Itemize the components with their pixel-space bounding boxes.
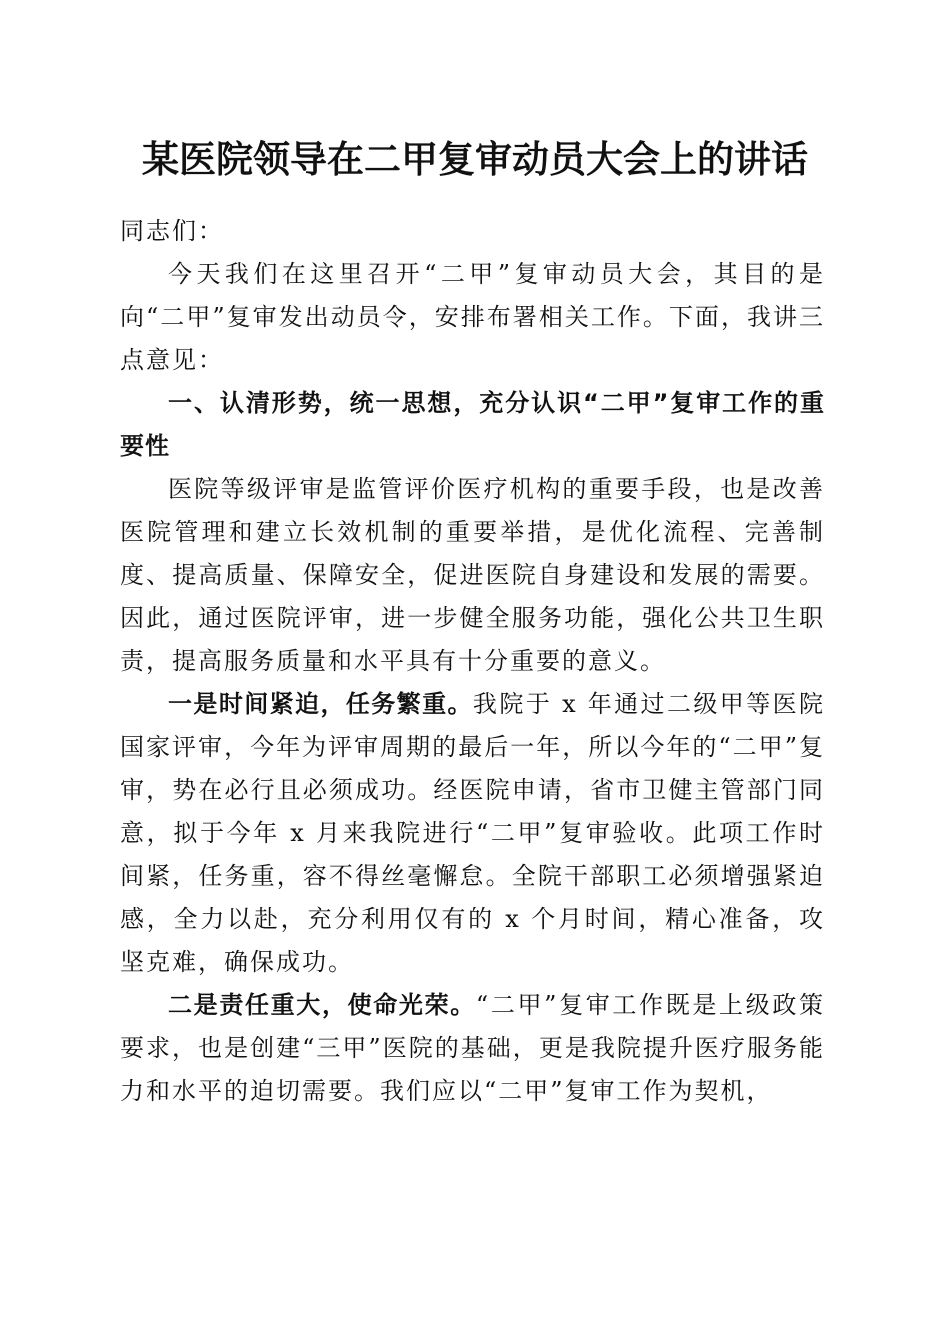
point-2-lead: 二是责任重大，使命光荣。	[168, 991, 476, 1019]
document-body	[120, 210, 825, 1113]
point-1-lead: 一是时间紧迫，任务繁重。	[168, 690, 473, 718]
section-1-paragraph: 医院等级评审是监管评价医疗机构的重要手段，也是改善医院管理和建立长效机制的重要举措，是优化流程、完善制度、提高质量、保障安全，促进医院自身建设和发展的需要。因此，通过医院评审，进一步健全服务功能，强化公共卫生职责，提高服务质量和水平具有十分重要的意义。	[120, 475, 825, 675]
intro-paragraph: 今天我们在这里召开“二甲”复审动员大会，其目的是向“二甲”复审发出动员令，安排布署相关工作。下面，我讲三点意见：	[120, 260, 825, 374]
document-title: 某医院领导在二甲复审动员大会上的讲话	[142, 137, 808, 181]
section-heading-1: 一、认清形势，统一思想，充分认识“二甲”复审工作的重要性	[120, 389, 825, 460]
point-1-paragraph	[120, 683, 825, 984]
point-1-text: 我院于 x 年通过二级甲等医院国家评审，今年为评审周期的最后一年，所以今年的“二甲”复审，势在必行且必须成功。经医院申请，省市卫健主管部门同意，拟于今年 x 月来我院进行“二甲”复审验收。此项工作时间紧，任务重，容不得丝毫懈怠。全院干部职工必须增强紧迫感，全力以赴，充分利用仅有的 x 个月时间，精心准备，攻坚克难，确保成功。	[120, 690, 826, 976]
salutation: 同志们：	[120, 217, 224, 245]
point-2-text: “二甲”复审工作既是上级政策要求，也是创建“三甲”医院的基础，更是我院提升医疗服务能力和水平的迫切需要。我们应以“二甲”复审工作为契机，	[120, 991, 826, 1105]
point-2-paragraph	[120, 984, 825, 1113]
